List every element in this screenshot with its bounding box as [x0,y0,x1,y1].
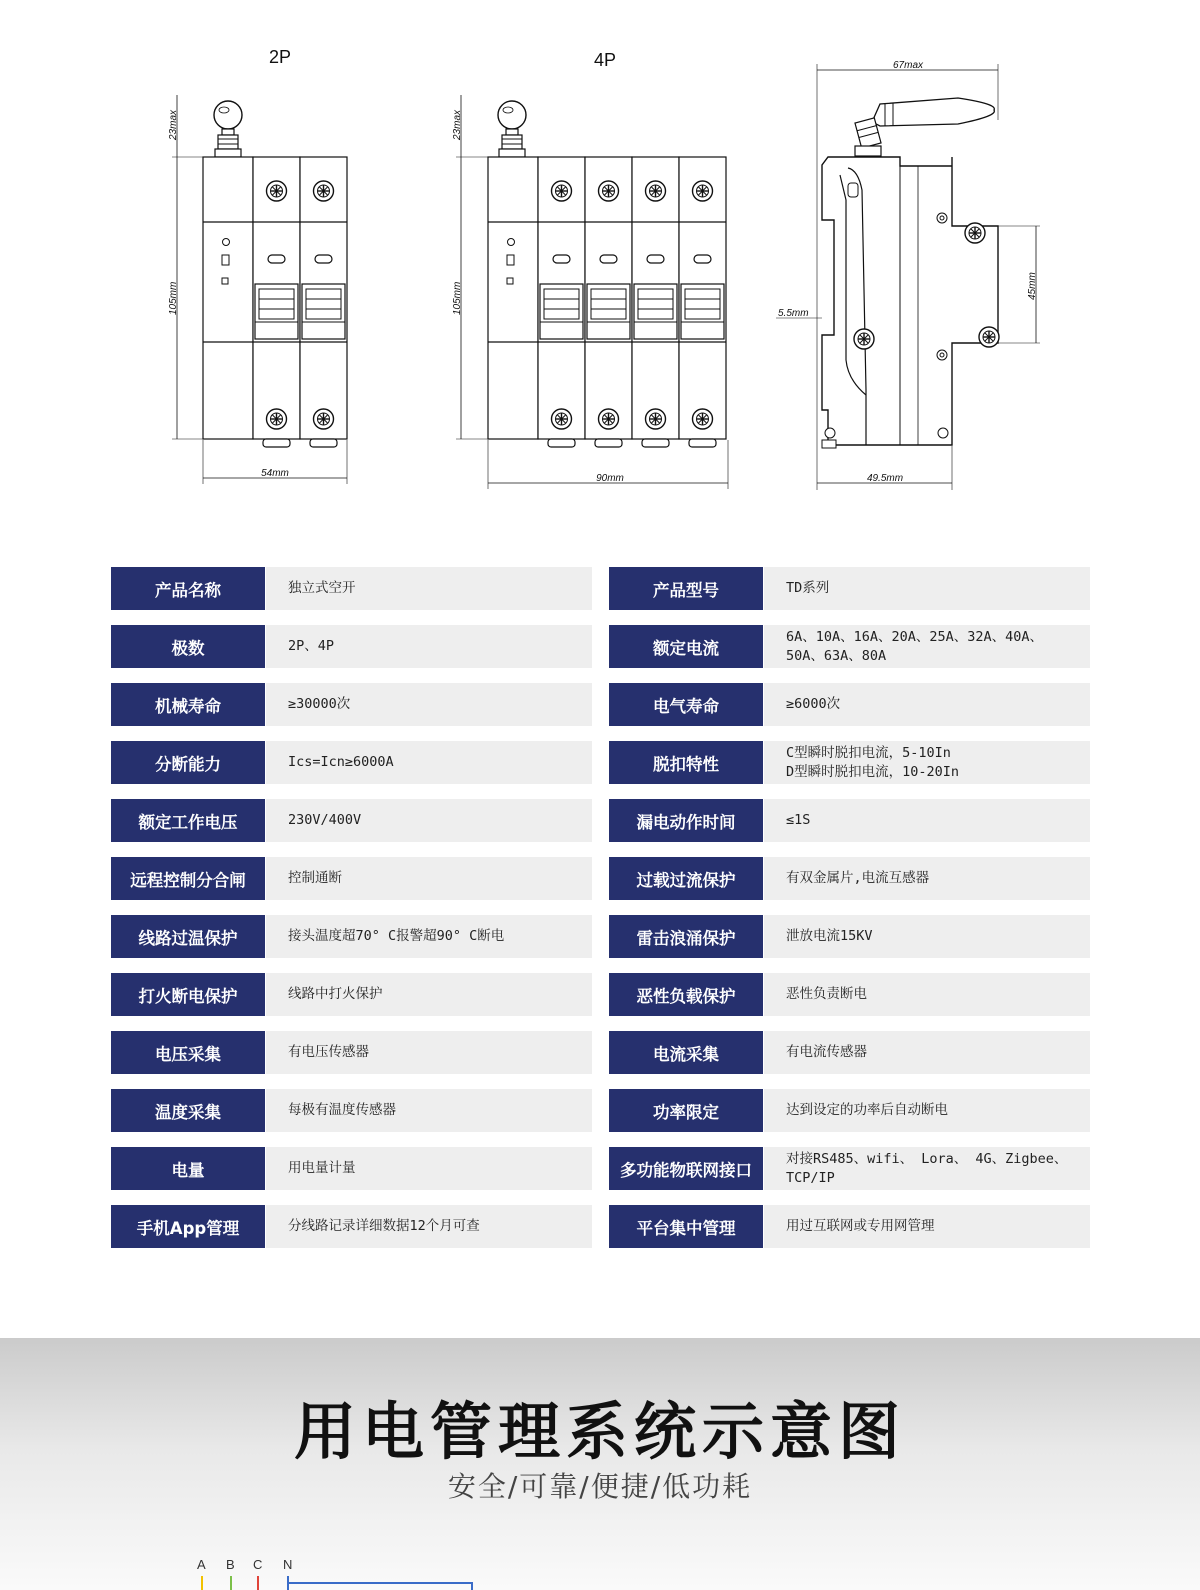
spec-value: Ics=Icn≥6000A [266,741,592,784]
phase-label-b: B [226,1557,235,1572]
phase-label-c: C [253,1557,263,1572]
drawing-2p [168,47,347,484]
spec-cell [609,1147,1090,1190]
dim-height-4p: 105mm [452,281,463,315]
phase-wire-n-drop [287,1576,289,1590]
spec-value: 用电量计量 [266,1147,592,1190]
spec-cell [609,625,1090,668]
spec-cell [111,683,592,726]
spec-row [111,1031,1090,1074]
dim-antenna-2p: 23max [168,109,179,140]
spec-row [111,973,1090,1016]
dim-width-4p: 90mm [596,473,624,484]
spec-row [111,1205,1090,1248]
spec-cell [609,741,1090,784]
spec-cell [111,1089,592,1132]
spec-cell [111,915,592,958]
dim-side-top: 67max [892,60,924,71]
phase-wire-b [230,1576,232,1590]
spec-value: 接头温度超70° C报警超90° C断电 [266,915,592,958]
spec-value: 控制通断 [266,857,592,900]
spec-row [111,799,1090,842]
spec-value: ≥6000次 [764,683,1090,726]
spec-label: 额定工作电压 [111,799,266,842]
label-4p: 4P [593,50,617,70]
spec-value: C型瞬时脱扣电流，5-10In D型瞬时脱扣电流，10-20In [764,741,1090,784]
spec-label: 产品型号 [609,567,764,610]
spec-value: 2P、4P [266,625,592,668]
spec-label: 分断能力 [111,741,266,784]
spec-row [111,741,1090,784]
label-2p: 2P [268,47,292,67]
spec-label: 电压采集 [111,1031,266,1074]
spec-value: 泄放电流15KV [764,915,1090,958]
drawing-side-view [776,60,1040,490]
section-title: 用电管理系统示意图 [293,1395,906,1468]
spec-label: 脱扣特性 [609,741,764,784]
spec-label: 平台集中管理 [609,1205,764,1248]
spec-label: 功率限定 [609,1089,764,1132]
spec-cell [609,1205,1090,1248]
phase-wire-a [201,1576,203,1590]
spec-cell [111,799,592,842]
spec-cell [111,1031,592,1074]
spec-value: 用过互联网或专用网管理 [764,1205,1090,1248]
spec-row [111,857,1090,900]
spec-value: 线路中打火保护 [266,973,592,1016]
spec-label: 额定电流 [609,625,764,668]
spec-value: 独立式空开 [266,567,592,610]
spec-label: 手机App管理 [111,1205,266,1248]
spec-label: 机械寿命 [111,683,266,726]
spec-cell [111,1205,592,1248]
spec-row [111,625,1090,668]
drawing-4p [452,50,728,489]
spec-label: 雷击浪涌保护 [609,915,764,958]
spec-label: 远程控制分合闸 [111,857,266,900]
spec-cell [609,1031,1090,1074]
spec-value: TD系列 [764,567,1090,610]
spec-cell [609,915,1090,958]
phase-wire-n [287,1582,473,1584]
spec-value: 有电压传感器 [266,1031,592,1074]
spec-cell [111,625,592,668]
dim-height-2p: 105mm [168,281,179,315]
spec-label: 过载过流保护 [609,857,764,900]
spec-row [111,683,1090,726]
spec-value: 恶性负责断电 [764,973,1090,1016]
spec-label: 漏电动作时间 [609,799,764,842]
spec-label: 线路过温保护 [111,915,266,958]
spec-cell [111,857,592,900]
spec-label: 极数 [111,625,266,668]
section-subtitle: 安全/可靠/便捷/低功耗 [447,1470,753,1503]
spec-cell [609,857,1090,900]
spec-cell [111,1147,592,1190]
spec-cell [609,799,1090,842]
dim-side-bottom: 49.5mm [866,473,904,484]
spec-value: 对接RS485、wifi、 Lora、 4G、Zigbee、 TCP/IP [764,1147,1090,1190]
spec-label: 产品名称 [111,567,266,610]
spec-cell [111,973,592,1016]
phase-label-a: A [197,1557,206,1572]
spec-label: 电气寿命 [609,683,764,726]
spec-cell [609,683,1090,726]
spec-value: 分线路记录详细数据12个月可查 [266,1205,592,1248]
spec-value: 有双金属片,电流互感器 [764,857,1090,900]
spec-cell [609,567,1090,610]
spec-table [111,567,1090,1263]
spec-cell [609,973,1090,1016]
spec-value: 每极有温度传感器 [266,1089,592,1132]
spec-value: 有电流传感器 [764,1031,1090,1074]
spec-value: ≥30000次 [266,683,592,726]
spec-label: 电量 [111,1147,266,1190]
phase-wire-c [257,1576,259,1590]
dim-side-left: 5.5mm [778,308,809,319]
spec-value: 达到设定的功率后自动断电 [764,1089,1090,1132]
spec-label: 温度采集 [111,1089,266,1132]
breaker-dimension-drawings [0,0,1200,520]
spec-cell [111,741,592,784]
spec-label: 电流采集 [609,1031,764,1074]
spec-row [111,915,1090,958]
spec-cell [111,567,592,610]
spec-row [111,1147,1090,1190]
dim-antenna-4p: 23max [452,109,463,140]
spec-value: 230V/400V [266,799,592,842]
phase-wire-n-right [471,1582,473,1590]
spec-label: 多功能物联网接口 [609,1147,764,1190]
phase-label-n: N [283,1557,293,1572]
technical-drawings [0,0,1200,520]
spec-row [111,567,1090,610]
dim-width-2p: 54mm [261,468,289,479]
spec-label: 恶性负载保护 [609,973,764,1016]
spec-label: 打火断电保护 [111,973,266,1016]
spec-row [111,1089,1090,1132]
dim-side-right: 45mm [1027,272,1038,300]
spec-value: 6A、10A、16A、20A、25A、32A、40A、 50A、63A、80A [764,625,1090,668]
spec-cell [609,1089,1090,1132]
spec-value: ≤1S [764,799,1090,842]
